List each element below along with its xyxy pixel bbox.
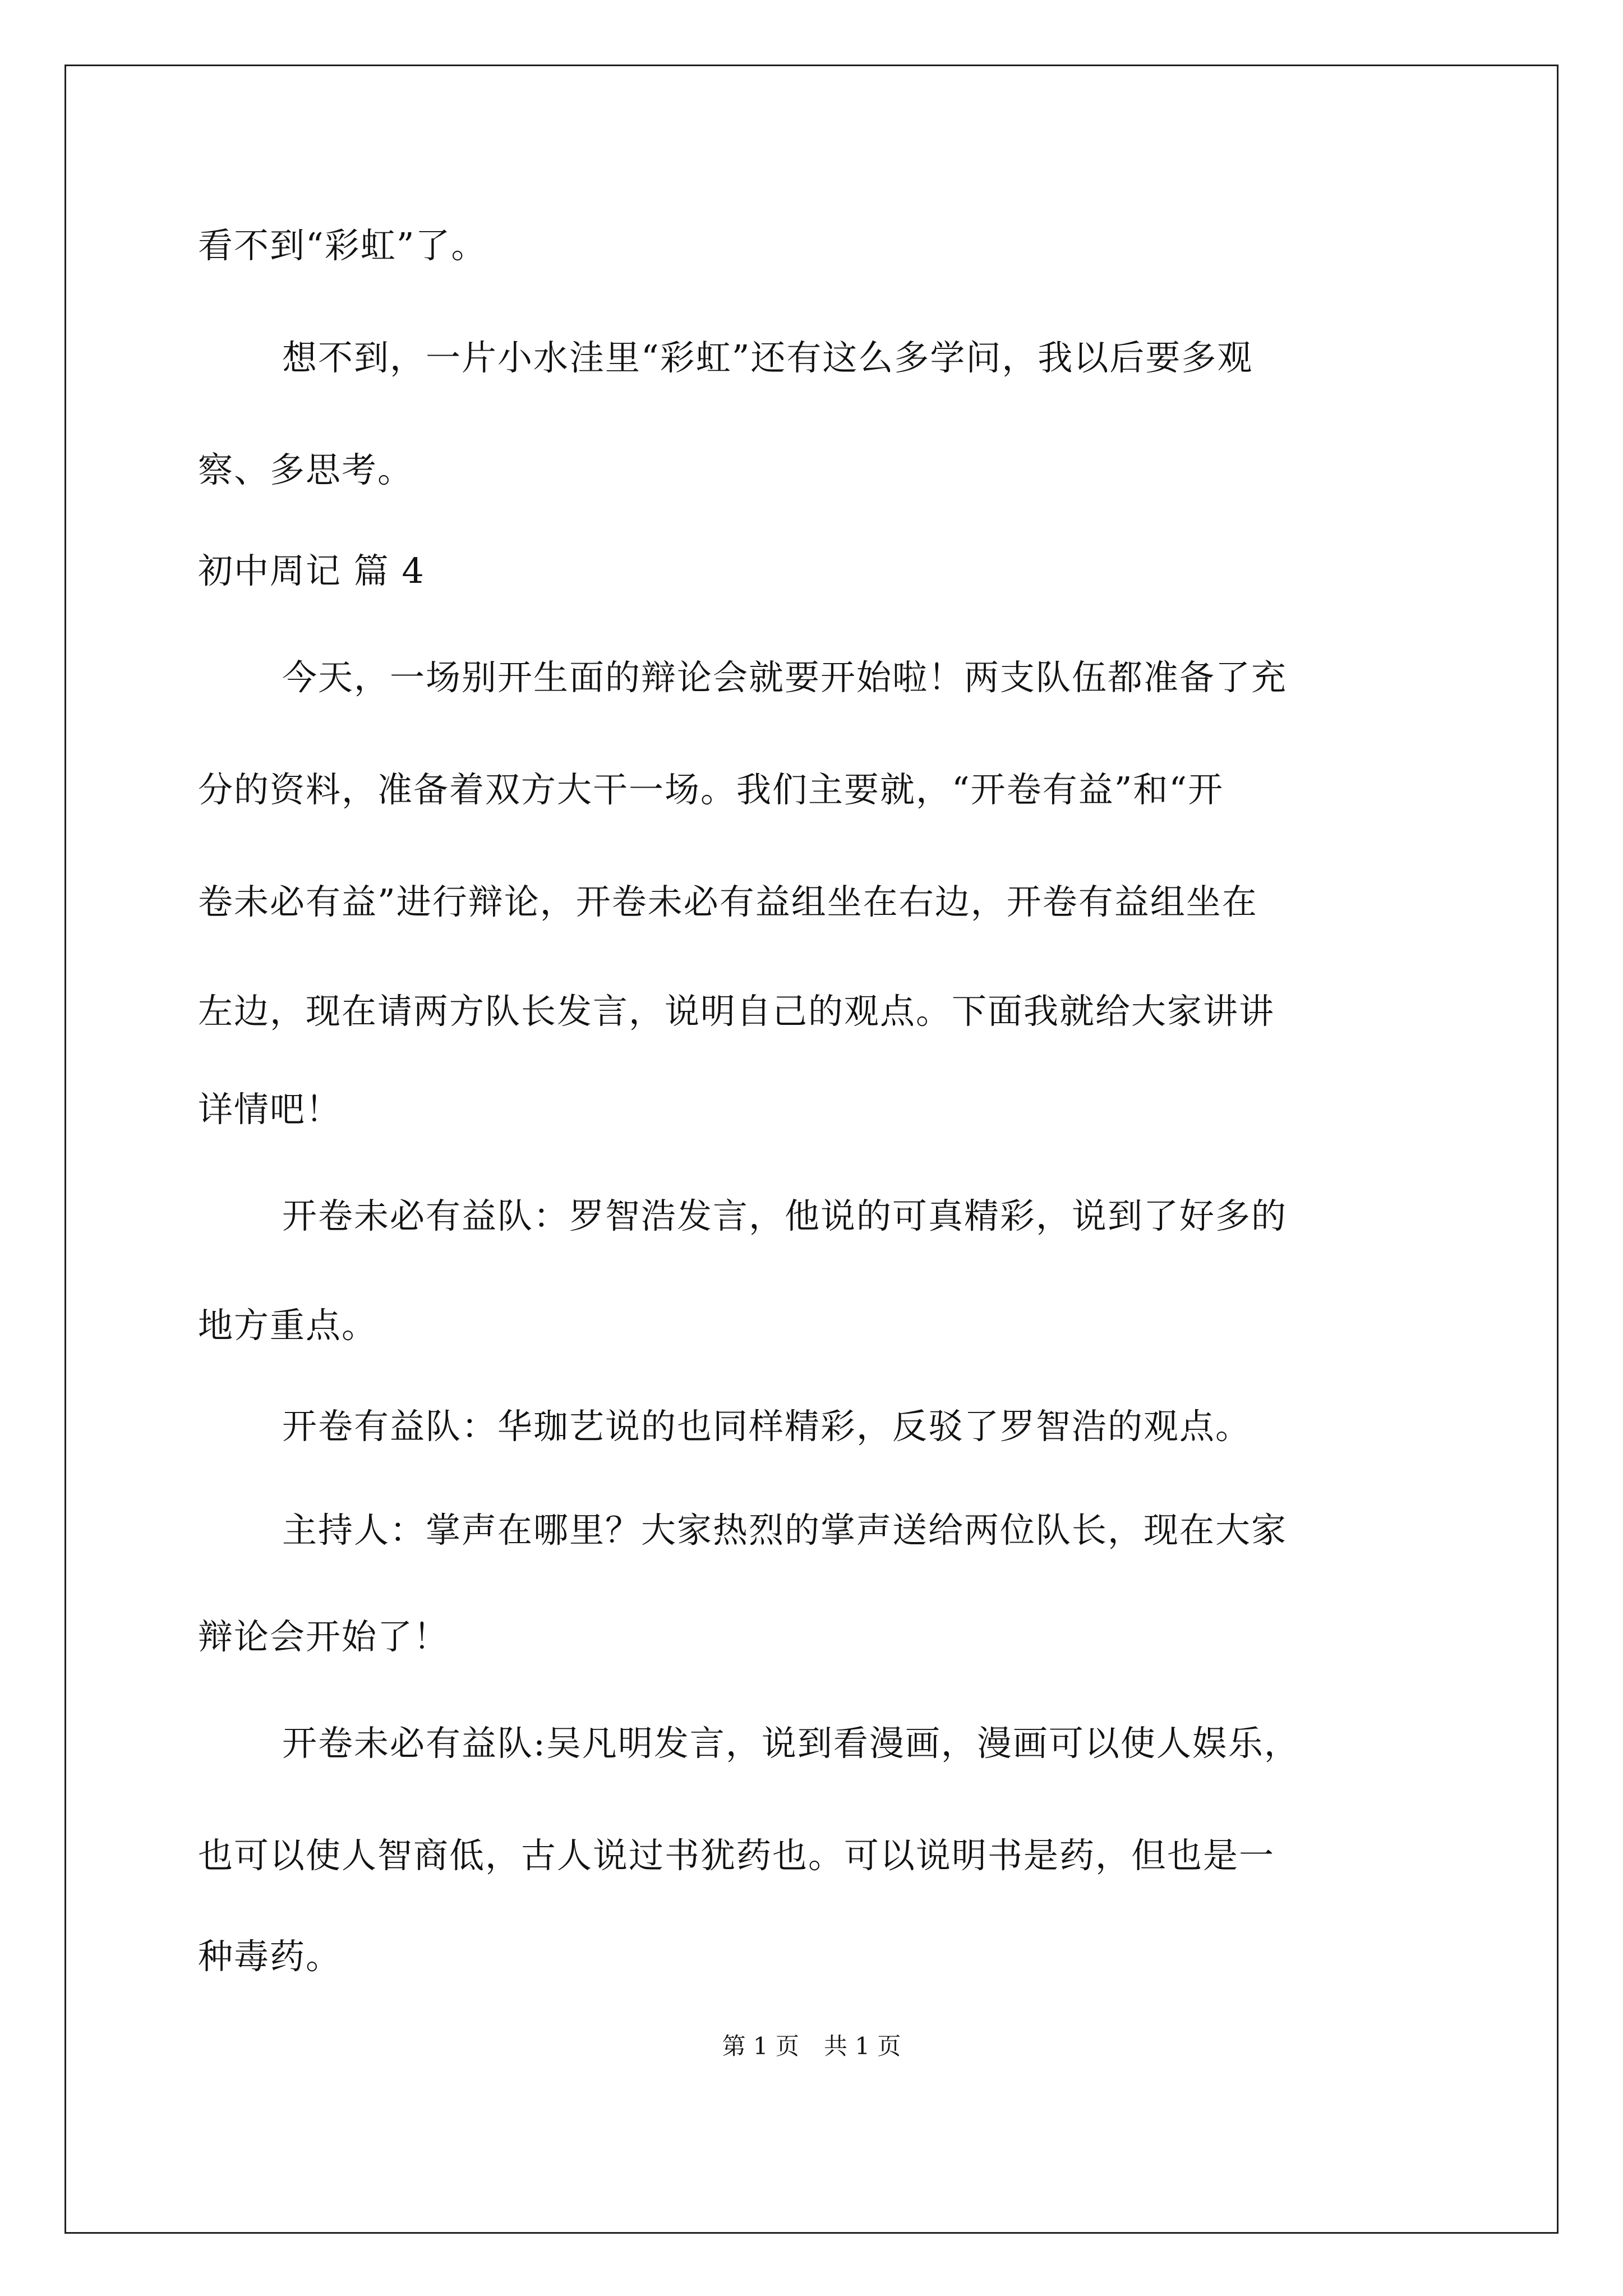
text-line: 察、多思考。 <box>198 449 414 490</box>
text-line: 种毒药。 <box>198 1936 342 1977</box>
paragraph-first-line: 今天，一场别开生面的辩论会就要开始啦！两支队伍都准备了充 <box>282 657 1288 698</box>
text-line: 详情吧！ <box>198 1089 342 1130</box>
text-line: 地方重点。 <box>198 1305 378 1346</box>
paragraph-first-line: 想不到，一片小水洼里“彩虹”还有这么多学问，我以后要多观 <box>282 337 1253 378</box>
paragraph-first-line: 开卷未必有益队：罗智浩发言，他说的可真精彩，说到了好多的 <box>282 1195 1288 1236</box>
text-line: 也可以使人智商低，古人说过书犹药也。可以说明书是药，但也是一 <box>198 1835 1275 1876</box>
page-footer <box>0 2031 1623 2062</box>
page-border <box>64 65 1559 2234</box>
text-line: 左边，现在请两方队长发言，说明自己的观点。下面我就给大家讲讲 <box>198 991 1275 1032</box>
text-line: 辩论会开始了！ <box>198 1616 450 1657</box>
paragraph-first-line: 主持人：掌声在哪里？大家热烈的掌声送给两位队长，现在大家 <box>282 1510 1288 1550</box>
text-line: 看不到“彩虹”了。 <box>198 225 487 266</box>
paragraph-first-line: 开卷有益队：华珈艺说的也同样精彩，反驳了罗智浩的观点。 <box>282 1406 1252 1447</box>
text-line: 卷未必有益”进行辩论，开卷未必有益组坐在右边，开卷有益组坐在 <box>198 881 1258 922</box>
section-heading: 初中周记 篇 4 <box>198 550 425 591</box>
page-number: 第 1 页 <box>722 2032 799 2060</box>
page-total: 共 1 页 <box>824 2032 901 2060</box>
text-line: 分的资料，准备着双方大干一场。我们主要就，“开卷有益”和“开 <box>198 769 1224 810</box>
paragraph-first-line: 开卷未必有益队:吴凡明发言，说到看漫画，漫画可以使人娱乐， <box>282 1723 1300 1764</box>
